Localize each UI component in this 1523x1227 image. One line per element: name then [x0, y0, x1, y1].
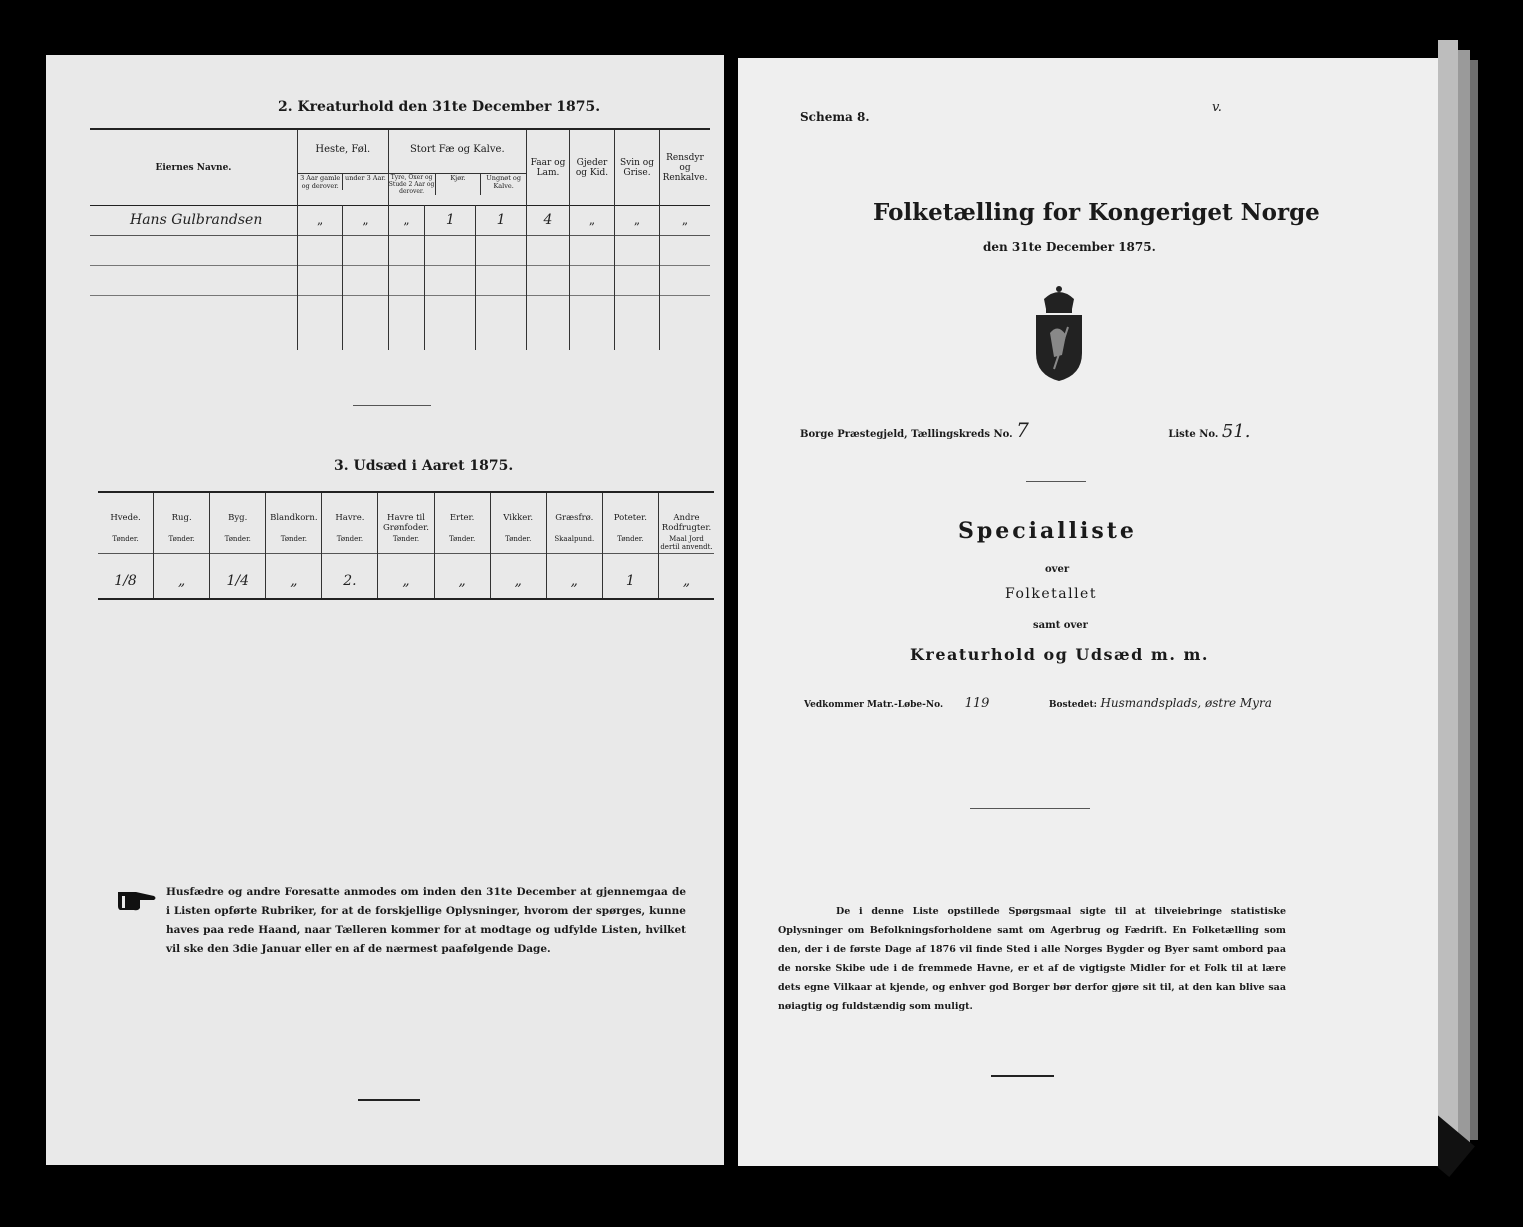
seed-column [265, 493, 321, 598]
seed-column-name: Poteter. [613, 513, 647, 523]
matr-line [804, 696, 1364, 711]
seed-column-unit: Skaalpund. [554, 535, 595, 543]
seed-value-cell: „ [458, 573, 466, 589]
list-number: 51. [1221, 421, 1251, 442]
list-label: Liste No. [1168, 429, 1219, 440]
seed-column-unit: Tønder. [280, 535, 307, 543]
livestock-title: 2. Kreaturhold den 31te December 1875. [278, 99, 601, 115]
seed-column-name: Vikker. [503, 513, 534, 523]
table-row [90, 295, 710, 350]
seed-column-name: Byg. [228, 513, 248, 523]
parish-label: Præstegjeld, [837, 429, 908, 440]
seed-title: 3. Udsæd i Aaret 1875. [334, 458, 514, 474]
seed-column-name: Rug. [171, 513, 192, 523]
folketallet-text: Folketallet [1005, 586, 1097, 602]
seed-column-unit: Tønder. [392, 535, 420, 543]
seed-column [377, 493, 433, 598]
cattle-header: Stort Fæ og Kalve. Tyre, Oxer og Stude 2 Aar og derover. Kjør. Ungnøt og Kalve. [388, 130, 526, 205]
footer-text: De i denne Liste opstillede Spørgsmaal sigte til at tilveiebringe statistiske Oplysninger om Befolkningsforholdene samt om Agerbrug og Fædrift. En Folketælling som den, der i de første Dage af 1876 vil finde Sted i alle Norges Bygder og Byer samt ombord paa de norske Skibe ude i de fremmede Havne, er et af de vigtigste Midler for et Folk til at lære dets egne Vilkaar at kjende, og enhver god Borger bør derfor gjøre sit til, at den kan blive saa nøiagtig og fuldstændig som muligt. [778, 906, 1286, 1012]
page-stack-edge [1470, 60, 1478, 1140]
over-text-2: samt over [1033, 620, 1088, 631]
seed-column-name: Havre. [335, 513, 365, 523]
seed-value-cell: 1/4 [226, 573, 249, 589]
seed-column-name: Hvede. [110, 513, 141, 523]
separator-rule [1026, 481, 1086, 482]
value-cell: „ [570, 205, 615, 235]
seed-column-unit: Tønder. [505, 535, 532, 543]
seed-value-cell: „ [682, 573, 691, 589]
separator-rule [970, 808, 1090, 809]
norway-coat-of-arms-icon [1030, 283, 1088, 387]
pointing-hand-icon [116, 888, 158, 916]
seed-value-cell: „ [290, 573, 298, 589]
bottom-rule [991, 1075, 1054, 1077]
seed-column-unit: Tønder. [336, 535, 364, 543]
value-cell: „ [343, 205, 388, 235]
horses-header: Heste, Føl. 3 Aar gamle og derover. under 3 Aar. [298, 130, 389, 205]
owner-header: Eiernes Navne. [90, 130, 298, 205]
reindeer-header: Rensdyr og Renkalve. [660, 130, 711, 205]
document-date: den 31te December 1875. [983, 240, 1156, 254]
seed-column-unit: Tønder. [224, 535, 251, 543]
pigs-header: Svin og Grise. [615, 130, 660, 205]
list-heading: Specialliste [958, 518, 1137, 544]
seed-value-cell: 1 [625, 573, 635, 589]
separator-rule [353, 405, 431, 406]
seed-column [658, 493, 714, 598]
sheep-header: Faar og Lam. [527, 130, 570, 205]
seed-column-unit: Tønder. [112, 535, 139, 543]
seed-column-name: Erter. [449, 513, 475, 523]
corner-mark: v. [1212, 100, 1222, 115]
horses-young-header: under 3 Aar. [345, 174, 386, 182]
seed-column-name: Græsfrø. [555, 513, 594, 523]
seed-value-cell: 1/8 [114, 573, 137, 589]
parish-name: Borge [800, 429, 834, 440]
seed-column-name: Blandkorn. [270, 513, 318, 523]
young-cattle-header: Ungnøt og Kalve. [486, 174, 521, 190]
seed-column [153, 493, 209, 598]
value-cell: „ [298, 205, 343, 235]
notice-text: Husfædre og andre Foresatte anmodes om inden den 31te December at gjennemgaa de i Listen opførte Rubriker, for at de forskjellige Oplysninger, hvorom der spørges, kunne haves paa rede Haand, naar Tælleren kommer for at modtage og udfylde Listen, hvilket vil ske den 3die Januar eller en af de nærmest paafølgende Dage. [166, 886, 686, 955]
schema-label: Schema 8. [800, 110, 870, 124]
seed-column [602, 493, 658, 598]
seed-column-unit: Tønder. [168, 535, 195, 543]
seed-column [321, 493, 377, 598]
seed-column-unit: Maal Jord dertil anvendt. [660, 535, 713, 551]
seed-bottom-rule [98, 598, 714, 600]
bottom-rule [358, 1099, 420, 1101]
page-stack-edge [1458, 50, 1470, 1150]
value-cell: „ [660, 205, 711, 235]
goats-header: Gjeder og Kid. [570, 130, 615, 205]
seed-column-unit: Tønder. [448, 535, 476, 543]
seed-column [209, 493, 265, 598]
circuit-number: 7 [1016, 418, 1029, 442]
owner-cell: Hans Gulbrandsen [90, 205, 298, 235]
district-line [800, 418, 1360, 442]
seed-table [98, 493, 714, 598]
value-cell: 4 [527, 205, 570, 235]
left-page [46, 55, 724, 1165]
bulls-header: Tyre, Oxer og Stude 2 Aar og derover. [388, 174, 435, 195]
right-page [738, 58, 1438, 1166]
seed-column [98, 493, 153, 598]
page-stack-edge [1438, 40, 1458, 1160]
cows-header: Kjør. [436, 174, 482, 195]
seed-column [434, 493, 490, 598]
value-cell: „ [388, 205, 425, 235]
seed-value-cell: „ [570, 573, 578, 589]
over-text-1: over [1045, 564, 1070, 575]
table-row [90, 235, 710, 265]
seed-column-name: Havre til Grønfoder. [383, 513, 430, 533]
document-title: Folketælling for Kongeriget Norge [873, 199, 1320, 226]
seed-value-cell: „ [402, 573, 410, 589]
seed-value-cell: „ [514, 573, 522, 589]
bosted-label: Bostedet: [1048, 700, 1097, 710]
bosted-value: Husmandsplads, østre Myra [1100, 696, 1272, 710]
seed-column-unit: Tønder. [617, 535, 644, 543]
horses-old-header: 3 Aar gamle og derover. [298, 174, 343, 190]
table-row [90, 265, 710, 295]
seed-column-name: Andre Rodfrugter. [661, 513, 712, 533]
seed-value-cell: „ [178, 573, 186, 589]
seed-column [546, 493, 602, 598]
matr-number: 119 [964, 696, 990, 711]
value-cell: 1 [476, 205, 527, 235]
seed-value-cell: 2. [343, 573, 357, 589]
circuit-label: Tællingskreds No. [911, 429, 1013, 440]
value-cell: 1 [425, 205, 476, 235]
table-row [90, 205, 710, 235]
matr-label: Vedkommer Matr.-Løbe-No. [804, 700, 944, 710]
value-cell: „ [615, 205, 660, 235]
seed-column [490, 493, 546, 598]
subheading: Kreaturhold og Udsæd m. m. [910, 645, 1209, 664]
livestock-table [90, 130, 710, 350]
